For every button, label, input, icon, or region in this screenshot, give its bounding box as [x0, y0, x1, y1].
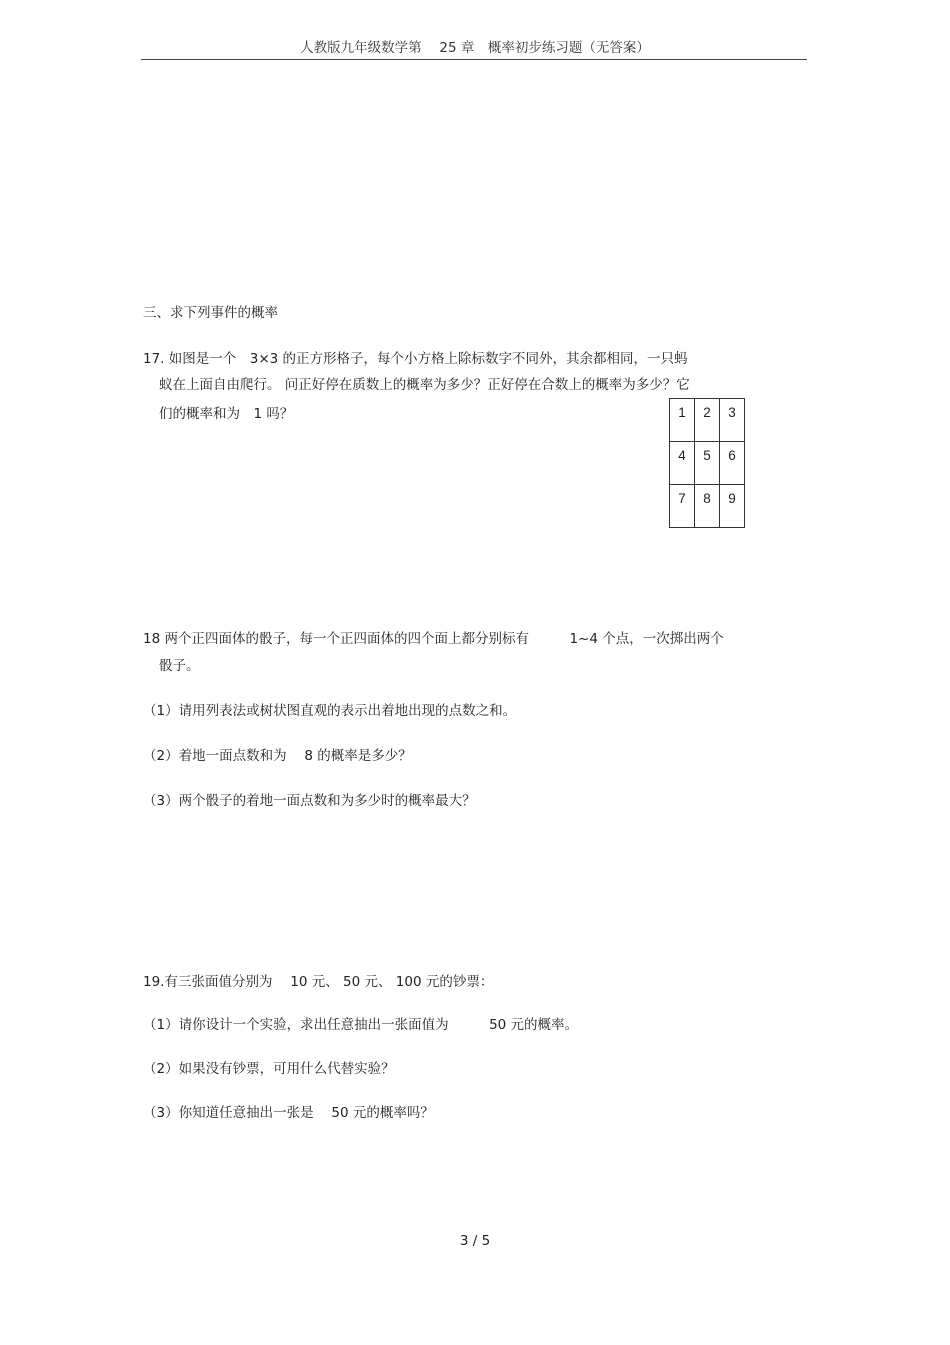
grid-cell: 9: [720, 485, 745, 528]
header-rule: [141, 59, 807, 60]
grid-cell: 6: [720, 442, 745, 485]
grid-cell: 3: [720, 399, 745, 442]
grid-cell: 2: [695, 399, 720, 442]
q17-line3: 们的概率和为 1 吗？: [159, 406, 294, 422]
q18-sub1: （1）请用列表法或树状图直观的表示出着地出现的点数之和。: [143, 703, 517, 719]
q19-line1: 19.有三张面值分别为 10 元、 50 元、 100 元的钞票：: [143, 974, 494, 990]
q17-line1: 17. 如图是一个 3×3 的正方形格子，每个小方格上除标数字不同外，其余都相同，一只蚂: [143, 351, 688, 367]
header-title: 人教版九年级数学第 25 章 概率初步练习题（无答案）: [300, 40, 650, 56]
q18-line1: 18 两个正四面体的骰子，每一个正四面体的四个面上都分别标有 1~4 个点，一次掷出两个: [143, 631, 724, 647]
q19-sub1: （1）请你设计一个实验，求出任意抽出一张面值为 50 元的概率。: [143, 1017, 579, 1033]
grid-cell: 7: [670, 485, 695, 528]
q19-sub2: （2）如果没有钞票，可用什么代替实验？: [143, 1061, 395, 1077]
section-heading: 三、求下列事件的概率: [143, 305, 278, 321]
number-grid: [669, 398, 745, 528]
q18-sub2: （2）着地一面点数和为 8 的概率是多少？: [143, 748, 412, 764]
q18-line2: 骰子。: [159, 658, 200, 674]
grid-cell: 5: [695, 442, 720, 485]
grid-cell: 8: [695, 485, 720, 528]
q19-sub3: （3）你知道任意抽出一张是 50 元的概率吗？: [143, 1105, 434, 1121]
q17-line2: 蚁在上面自由爬行。 问正好停在质数上的概率为多少？正好停在合数上的概率为多少？它: [159, 377, 690, 393]
page-number: 3 / 5: [459, 1233, 491, 1249]
grid-cell: 4: [670, 442, 695, 485]
q18-sub3: （3）两个骰子的着地一面点数和为多少时的概率最大？: [143, 793, 476, 809]
grid-cell: 1: [670, 399, 695, 442]
